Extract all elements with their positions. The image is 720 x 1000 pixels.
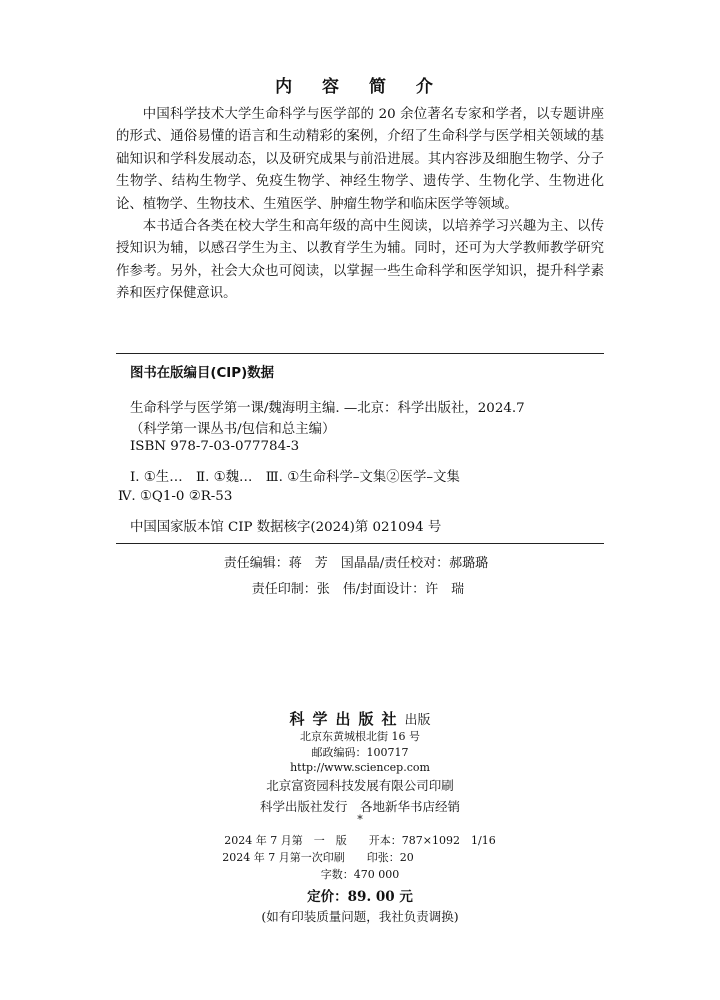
printing-line: 2024 年 7 月第一次印刷 印张：20 <box>222 851 414 864</box>
cip-heading: 图书在版编目(CIP)数据 <box>130 366 274 381</box>
intro-section <box>116 104 604 306</box>
price: 定价：89. 00 元 <box>307 889 413 905</box>
printer: 北京富资园科技发展有限公司印刷 <box>266 778 454 793</box>
cip-record-number: 中国国家版本馆 CIP 数据核字(2024)第 021094 号 <box>130 520 442 535</box>
cip-bottom-divider <box>116 543 604 544</box>
publisher-suffix: 出版 <box>404 713 431 728</box>
intro-paragraph: 本书适合各类在校大学生和高年级的高中生阅读，以培养学习兴趣为主、以传授知识为辅，以感召学生为主、以教育学生为辅。同时，还可为大学教师教学研究作参考。另外，社会大众也可阅读，以掌握一些生命科学和医学知识，提升科学素养和医疗保健意识。 <box>116 219 604 302</box>
page-title: 内 容 简 介 <box>275 77 445 97</box>
distribution: 科学出版社发行 各地新华书店经销 <box>259 799 460 814</box>
separator-asterisk: * <box>357 813 363 826</box>
cip-bibliographic-line: 生命科学与医学第一课/魏海明主编. —北京：科学出版社，2024.7 <box>130 401 525 416</box>
cip-isbn: ISBN 978-7-03-077784-3 <box>130 439 300 454</box>
publisher-website: http://www.sciencep.com <box>290 761 430 774</box>
cip-top-divider <box>116 353 604 354</box>
publisher-address: 北京东黄城根北街 16 号 <box>300 730 420 743</box>
edition-line: 2024 年 7 月第 一 版 开本：787×1092 1/16 <box>224 834 496 847</box>
intro-paragraph: 中国科学技术大学生命科学与医学部的 20 余位著名专家和学者，以专题讲座的形式、通俗易懂的语言和生动精彩的案例，介绍了生命科学与医学相关领域的基础知识和学科发展动态，以及研究成果与前沿进展。其内容涉及细胞生物学、分子生物学、结构生物学、免疫生物学、神经生物学、遗传学、生物化学、生物进化论、植物学、生物技术、生殖医学、肿瘤生物学和临床医学等领域。 <box>116 107 604 212</box>
word-count: 字数：470 000 <box>320 868 400 881</box>
cip-classification-line: Ⅰ. ①生… Ⅱ. ①魏… Ⅲ. ①生命科学–文集②医学–文集 <box>130 470 460 485</box>
cip-series-line: （科学第一课丛书/包信和总主编） <box>130 422 336 437</box>
publisher-name: 科学出版社 <box>289 710 405 728</box>
credits-production: 责任印制：张 伟/封面设计：许 瑞 <box>251 582 465 597</box>
publisher-line <box>0 708 720 729</box>
quality-notice: (如有印装质量问题，我社负责调换) <box>261 909 459 924</box>
cip-classification-line: Ⅳ. ①Q1-0 ②R-53 <box>118 489 233 504</box>
publisher-postcode: 邮政编码：100717 <box>311 746 409 759</box>
credits-editors: 责任编辑：蒋 芳 国晶晶/责任校对：郝璐璐 <box>223 556 489 571</box>
